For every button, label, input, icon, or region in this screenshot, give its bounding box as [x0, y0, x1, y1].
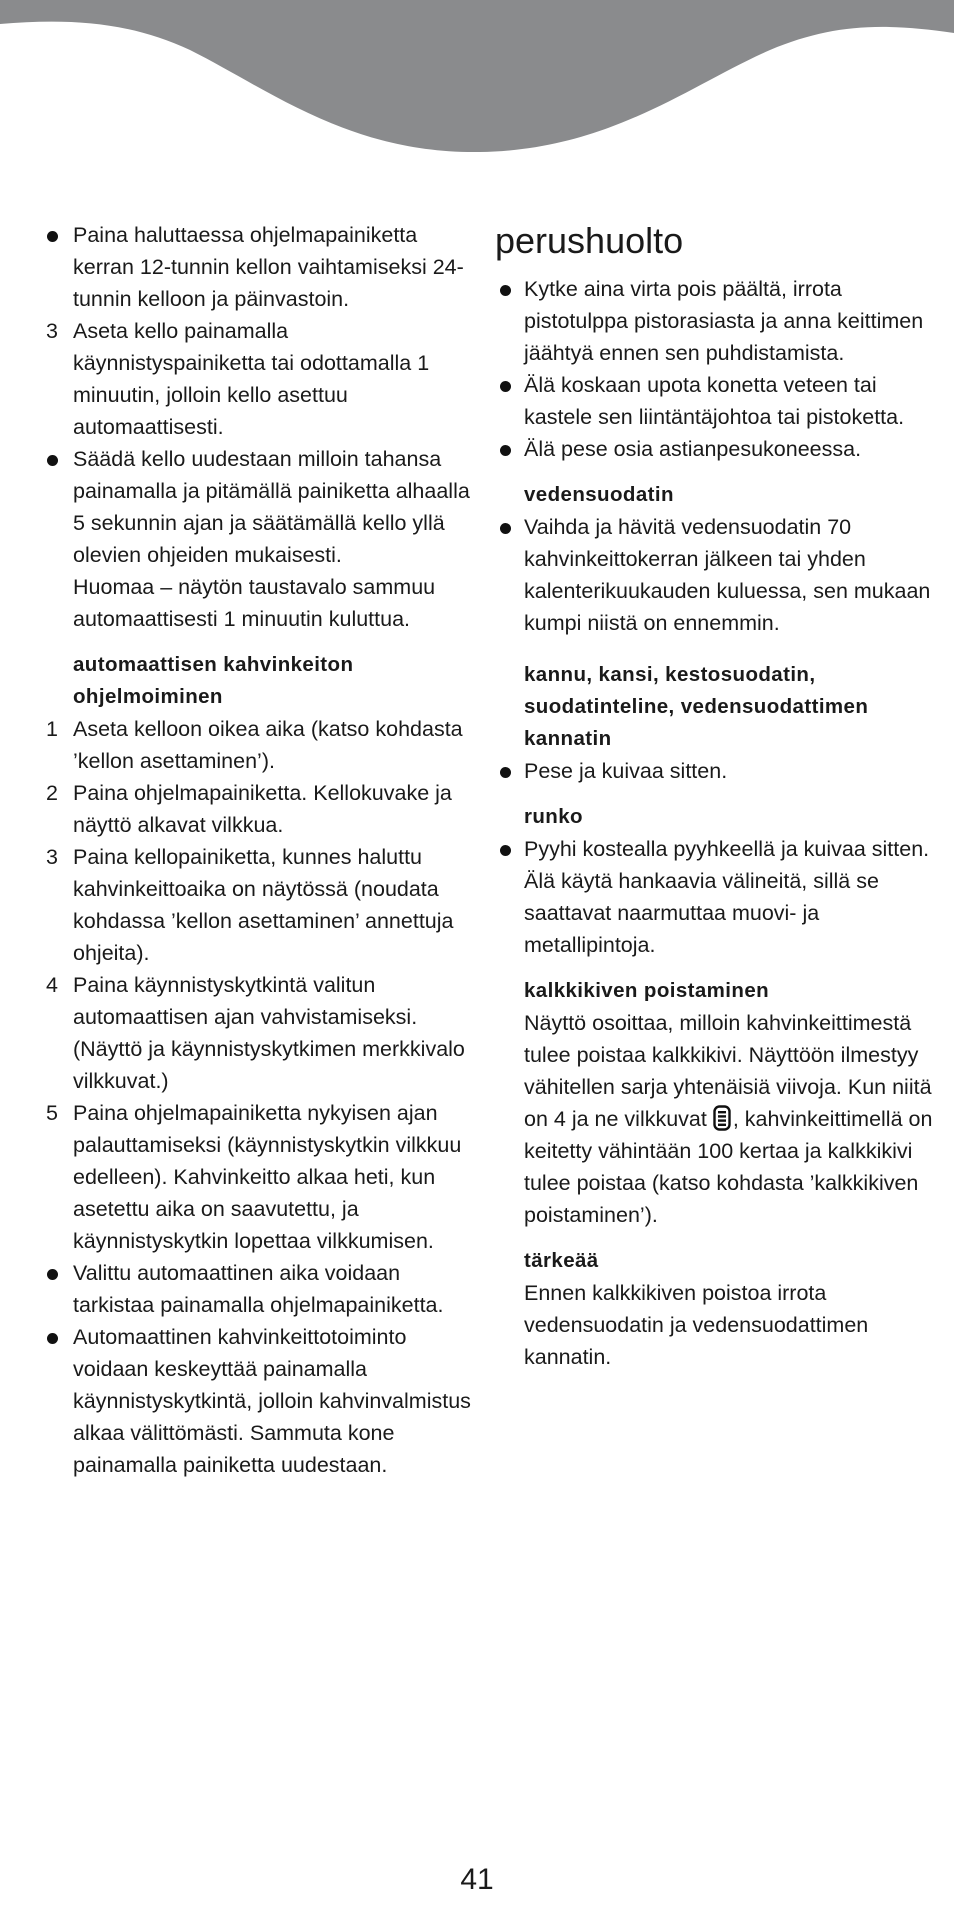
list-item	[42, 219, 472, 315]
descale-text: Näyttö osoittaa, milloin kahvinkeittimestä tulee poistaa kalkkikivi. Näyttöön ilmestyy vähitellen sarja yhtenäisiä viivoja. Kun niitä on 4 ja ne vilkkuvat	[524, 1011, 932, 1131]
list-item	[495, 433, 935, 465]
list-item-text: Aseta kelloon oikea aika (katso kohdasta ’kellon asettaminen’).	[73, 717, 463, 773]
list-item	[42, 443, 472, 635]
left-column	[42, 219, 472, 1481]
bullet-icon	[495, 511, 515, 543]
list-item-text: Älä koskaan upota konetta veteen tai kastele sen liintäntäjohtoa tai pistoketta.	[524, 373, 905, 429]
section-heading: kannu, kansi, kestosuodatin, suodatinteline, vedensuodattimen kannatin	[524, 663, 869, 750]
list-item	[495, 369, 935, 433]
list-item-text: Paina ohjelmapainiketta nykyisen ajan palauttamiseksi (käynnistyskytkin vilkkuu edelleen). Kahvinkeitto alkaa heti, kun asetettu aika on saavutettu, ja käynnistyskytkin lopettaa vilkkumisen.	[73, 1101, 462, 1253]
bullet-icon	[42, 219, 62, 251]
list-item	[42, 1097, 472, 1257]
list-item	[495, 511, 935, 639]
step-number: 4	[46, 973, 58, 997]
section-heading: kalkkikiven poistaminen	[524, 979, 770, 1002]
list-item	[495, 273, 935, 369]
list-item-text: Aseta kello painamalla käynnistyspainiketta tai odottamalla 1 minuutin, jolloin kello asettuu automaattisesti.	[73, 319, 430, 439]
step-number: 5	[46, 1101, 58, 1125]
list-item-text: Pyyhi kostealla pyyhkeellä ja kuivaa sitten. Älä käytä hankaavia välineitä, sillä se saattavat naarmuttaa muovi- ja metallipintoja.	[524, 837, 930, 957]
list-item-text: Automaattinen kahvinkeittotoiminto voidaan keskeyttää painamalla käynnistyskytkintä, jolloin kahvinvalmistus alkaa välittömästi. Sammuta kone painamalla painiketta uudestaan.	[73, 1325, 471, 1477]
list-item-text: Paina kellopainiketta, kunnes haluttu kahvinkeittoaika on näytössä (noudata kohdassa ’kellon asettaminen’ annettuja ohjeita).	[73, 845, 454, 965]
list-item	[42, 969, 472, 1097]
list-item	[42, 777, 472, 841]
list-item	[42, 315, 472, 443]
bullet-icon	[42, 1321, 62, 1353]
bullet-icon	[495, 273, 515, 305]
bullet-icon	[42, 443, 62, 475]
page-title: perushuolto	[495, 220, 684, 261]
list-item	[42, 713, 472, 777]
list-item-text: Paina haluttaessa ohjelmapainiketta kerran 12-tunnin kellon vaihtamiseksi 24-tunnin kelloon ja päinvastoin.	[73, 223, 464, 311]
bullet-icon	[495, 833, 515, 865]
list-item-text: Kytke aina virta pois päältä, irrota pistotulppa pistorasiasta ja anna keittimen jäähtyä ennen sen puhdistamista.	[524, 277, 924, 365]
step-number: 2	[46, 781, 58, 805]
bullet-icon	[495, 433, 515, 465]
section-heading: runko	[524, 805, 583, 828]
step-number: 3	[46, 319, 58, 343]
descale-text: , kahvinkeittimellä on keitetty vähintään 100 kertaa ja kalkkikivi tulee poistaa (katso kohdasta ’kalkkikiven poistaminen’).	[524, 1107, 933, 1227]
header-wave-decoration	[0, 0, 954, 160]
list-item-text: Älä pese osia astianpesukoneessa.	[524, 437, 862, 461]
page-number: 41	[460, 1863, 494, 1896]
step-number: 1	[46, 717, 58, 741]
list-item-text: Valittu automaattinen aika voidaan tarkistaa painamalla ohjelmapainiketta.	[73, 1261, 444, 1317]
backlight-note: Huomaa – näytön taustavalo sammuu automaattisesti 1 minuutin kuluttua.	[73, 575, 436, 631]
list-item-text: Paina ohjelmapainiketta. Kellokuvake ja näyttö alkavat vilkkua.	[73, 781, 452, 837]
list-item-text: Paina käynnistyskytkintä valitun automaattisen ajan vahvistamiseksi. (Näyttö ja käynnistyskytkimen merkkivalo vilkkuvat.)	[73, 973, 465, 1093]
bullet-icon	[42, 1257, 62, 1289]
list-item	[42, 841, 472, 969]
list-item	[42, 1257, 472, 1321]
descale-paragraph	[495, 1007, 935, 1231]
important-paragraph: Ennen kalkkikiven poistoa irrota vedensuodatin ja vedensuodattimen kannatin.	[524, 1281, 869, 1369]
list-item	[42, 1321, 472, 1481]
list-item-text: Pese ja kuivaa sitten.	[524, 759, 728, 783]
list-item-text: Säädä kello uudestaan milloin tahansa painamalla ja pitämällä painiketta alhaalla 5 sekunnin ajan ja säätämällä kello yllä olevien ohjeiden mukaisesti.	[73, 447, 470, 567]
list-item	[495, 755, 935, 787]
bullet-icon	[495, 755, 515, 787]
section-heading: tärkeää	[524, 1249, 599, 1272]
list-item-text: Vaihda ja hävitä vedensuodatin 70 kahvinkeittokerran jälkeen tai yhden kalenterikuukauden kuluessa, sen mukaan kumpi niistä on ennemmin.	[524, 515, 931, 635]
section-heading: vedensuodatin	[524, 483, 674, 506]
descale-bars-icon	[713, 1105, 731, 1131]
section-heading: automaattisen kahvinkeiton ohjelmoiminen	[73, 653, 354, 708]
list-item	[495, 833, 935, 961]
step-number: 3	[46, 845, 58, 869]
right-column	[495, 219, 935, 1373]
bullet-icon	[495, 369, 515, 401]
